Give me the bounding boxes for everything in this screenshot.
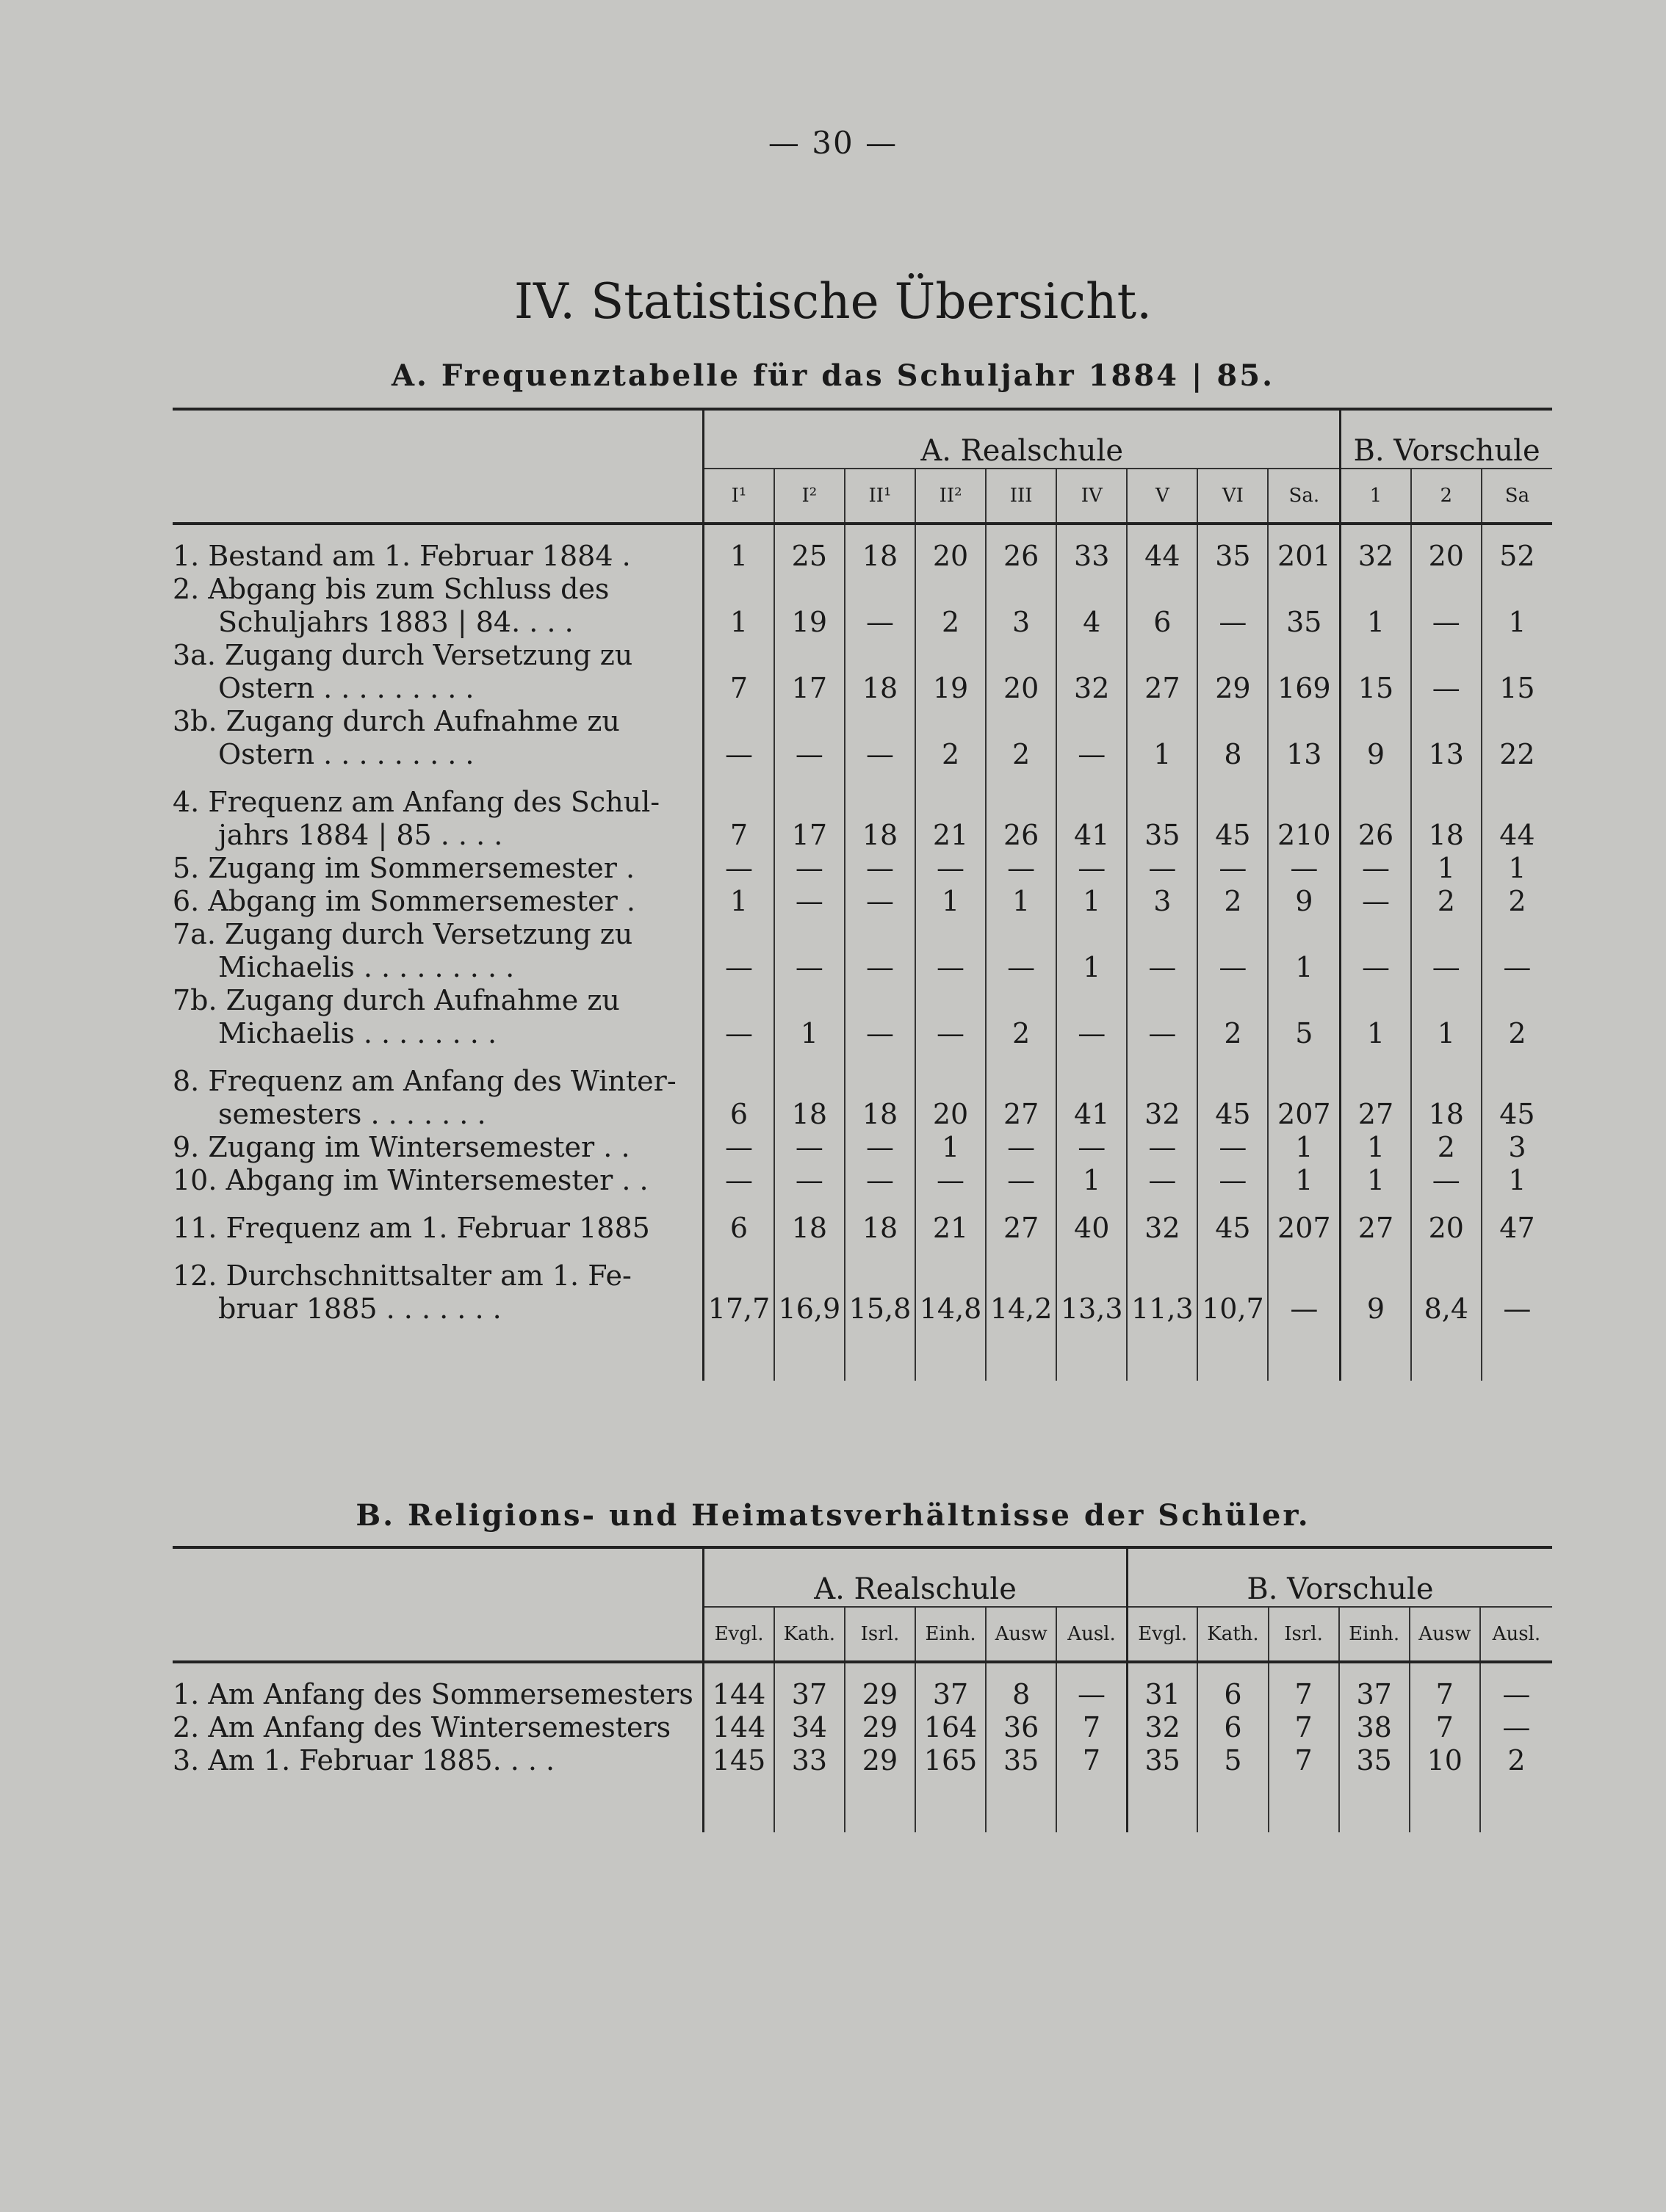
table-cell: —: [774, 705, 845, 771]
table-cell: 18: [774, 1065, 845, 1131]
row-label: [173, 639, 704, 705]
table-cell: 35: [986, 1744, 1056, 1777]
table-cell: —: [1197, 573, 1268, 639]
column-header: Kath.: [774, 1607, 845, 1662]
table-cell: —: [1127, 1131, 1197, 1164]
column-header: Evgl.: [704, 1607, 774, 1662]
table-cell: 10,7: [1197, 1259, 1268, 1326]
table-cell: 29: [845, 1711, 915, 1744]
table-cell: 7: [1269, 1711, 1339, 1744]
table-cell: 6: [704, 1212, 774, 1245]
row-label-line: 7b. Zugang durch Aufnahme zu: [173, 984, 620, 1016]
row-label-line: 1. Bestand am 1. Februar 1884 .: [173, 540, 631, 572]
table-cell: 165: [915, 1744, 986, 1777]
table-cell: 1: [1482, 573, 1552, 639]
table-cell: 1: [1268, 1131, 1340, 1164]
table-cell: 2: [986, 705, 1056, 771]
table-cell: —: [1127, 984, 1197, 1050]
table-cell: 1: [1056, 1164, 1127, 1197]
column-header: Kath.: [1197, 1607, 1268, 1662]
table-cell: 1: [915, 885, 986, 918]
column-header: II²: [915, 469, 986, 524]
table-cell: 6: [1197, 1678, 1268, 1711]
table-cell: 1: [1341, 1131, 1411, 1164]
table-cell: 32: [1127, 1212, 1197, 1245]
row-label: [173, 786, 704, 852]
table-cell: 27: [986, 1065, 1056, 1131]
table-cell: 201: [1268, 540, 1340, 573]
section-a-heading: A. Frequenztabelle für das Schuljahr 1884 | 85.: [392, 358, 1274, 393]
table-cell: —: [1482, 1259, 1552, 1326]
table-cell: 19: [915, 639, 986, 705]
table-cell: 20: [1411, 1212, 1482, 1245]
table-cell: 3: [986, 573, 1056, 639]
table-cell: —: [915, 852, 986, 885]
table-cell: 35: [1127, 786, 1197, 852]
page-number: — 30 —: [768, 125, 898, 161]
table-cell: —: [845, 1164, 915, 1197]
table-cell: —: [845, 1131, 915, 1164]
table-cell: 15: [1482, 639, 1552, 705]
table-cell: 7: [704, 639, 774, 705]
table-cell: 36: [986, 1711, 1056, 1744]
column-header: VI: [1197, 469, 1268, 524]
table-cell: 7: [1056, 1711, 1127, 1744]
table-cell: —: [774, 885, 845, 918]
column-header: 2: [1411, 469, 1482, 524]
table-cell: 18: [845, 639, 915, 705]
row-label: [173, 1065, 704, 1131]
table-cell: —: [704, 1131, 774, 1164]
column-header: I¹: [704, 469, 774, 524]
table-cell: 1: [1268, 1164, 1340, 1197]
table-row: [173, 1065, 1552, 1131]
row-label-line: jahrs 1884 | 85 . . . .: [218, 819, 503, 851]
table-cell: 7: [1269, 1744, 1339, 1777]
table-cell: 13,3: [1056, 1259, 1127, 1326]
row-label-line: 11. Frequenz am 1. Februar 1885: [173, 1212, 650, 1244]
table-cell: —: [1341, 852, 1411, 885]
table-row: [173, 705, 1552, 771]
table-cell: —: [845, 705, 915, 771]
table-cell: —: [704, 984, 774, 1050]
group-header-vorschule: B. Vorschule: [1127, 1547, 1552, 1607]
table-cell: 18: [845, 1065, 915, 1131]
column-header: Sa: [1482, 469, 1552, 524]
table-row: [173, 1259, 1552, 1326]
table-cell: —: [915, 918, 986, 984]
table-cell: 27: [986, 1212, 1056, 1245]
column-header: Sa.: [1268, 469, 1340, 524]
table-cell: 7: [1410, 1678, 1480, 1711]
table-cell: 33: [774, 1744, 845, 1777]
table-cell: 13: [1268, 705, 1340, 771]
table-cell: 35: [1339, 1744, 1410, 1777]
table-cell: —: [1127, 918, 1197, 984]
table-cell: 32: [1127, 1065, 1197, 1131]
table-cell: —: [1127, 1164, 1197, 1197]
table-cell: 6: [1197, 1711, 1268, 1744]
table-cell: 17: [774, 786, 845, 852]
table-cell: 52: [1482, 540, 1552, 573]
row-label: [173, 1259, 704, 1326]
table-cell: 7: [1269, 1678, 1339, 1711]
label-column-header: [173, 1547, 704, 1607]
table-cell: 29: [1197, 639, 1268, 705]
table-cell: 3: [1482, 1131, 1552, 1164]
table-cell: 37: [1339, 1678, 1410, 1711]
table-cell: —: [1197, 1164, 1268, 1197]
table-cell: 2: [1482, 885, 1552, 918]
table-cell: 1: [986, 885, 1056, 918]
table-cell: 3: [1127, 885, 1197, 918]
table-cell: 35: [1268, 573, 1340, 639]
table-cell: —: [1341, 885, 1411, 918]
column-header: Einh.: [1339, 1607, 1410, 1662]
table-cell: 5: [1268, 984, 1340, 1050]
table-cell: 45: [1482, 1065, 1552, 1131]
table-cell: —: [704, 705, 774, 771]
row-label: [173, 1678, 704, 1711]
row-label-line: 3b. Zugang durch Aufnahme zu: [173, 705, 620, 737]
row-label: [173, 1711, 704, 1744]
row-label: [173, 885, 704, 918]
row-label-line: Schuljahrs 1883 | 84. . . .: [218, 606, 574, 638]
table-cell: 6: [1127, 573, 1197, 639]
table-cell: 35: [1197, 540, 1268, 573]
table-cell: —: [845, 852, 915, 885]
row-label-line: 1. Am Anfang des Sommersemesters: [173, 1678, 693, 1710]
table-cell: —: [1197, 852, 1268, 885]
table-cell: 27: [1341, 1065, 1411, 1131]
table-cell: 29: [845, 1678, 915, 1711]
table-cell: 5: [1197, 1744, 1268, 1777]
table-cell: —: [845, 885, 915, 918]
column-header: Ausl.: [1056, 1607, 1127, 1662]
table-cell: 9: [1268, 885, 1340, 918]
table-cell: 26: [1341, 786, 1411, 852]
table-cell: 9: [1341, 1259, 1411, 1326]
column-header: II¹: [845, 469, 915, 524]
table-cell: 44: [1127, 540, 1197, 573]
column-header: Isrl.: [1269, 1607, 1339, 1662]
row-label-line: Michaelis . . . . . . . . .: [218, 951, 515, 983]
table-cell: 2: [1480, 1744, 1552, 1777]
table-cell: 1: [1056, 918, 1127, 984]
column-header: Einh.: [915, 1607, 986, 1662]
table-cell: 2: [915, 705, 986, 771]
column-header: 1: [1341, 469, 1411, 524]
column-header: Ausl.: [1480, 1607, 1552, 1662]
table-cell: 210: [1268, 786, 1340, 852]
table-cell: 2: [1482, 984, 1552, 1050]
table-cell: —: [1127, 852, 1197, 885]
table-cell: 29: [845, 1744, 915, 1777]
column-header: IV: [1056, 469, 1127, 524]
table-cell: 18: [845, 1212, 915, 1245]
row-label-line: 2. Am Anfang des Wintersemesters: [173, 1711, 671, 1743]
table-cell: 19: [774, 573, 845, 639]
row-label-line: semesters . . . . . . .: [218, 1098, 486, 1130]
table-row: [173, 1711, 1552, 1744]
table-cell: 2: [1197, 984, 1268, 1050]
table-cell: —: [1056, 984, 1127, 1050]
table-cell: —: [1268, 852, 1340, 885]
column-header: Ausw: [1410, 1607, 1480, 1662]
row-label: [173, 1164, 704, 1197]
table-cell: 145: [704, 1744, 774, 1777]
table-cell: 1: [1482, 1164, 1552, 1197]
table-row: [173, 1212, 1552, 1245]
table-cell: 31: [1127, 1678, 1197, 1711]
table-cell: —: [986, 1131, 1056, 1164]
row-label: [173, 573, 704, 639]
row-label: [173, 705, 704, 771]
table-cell: 44: [1482, 786, 1552, 852]
table-cell: 1: [1341, 573, 1411, 639]
table-cell: 2: [986, 984, 1056, 1050]
row-label: [173, 1744, 704, 1777]
table-cell: —: [1197, 1131, 1268, 1164]
page-title: IV. Statistische Übersicht.: [513, 273, 1153, 330]
table-cell: 7: [1056, 1744, 1127, 1777]
table-cell: —: [1411, 918, 1482, 984]
table-cell: —: [774, 852, 845, 885]
table-cell: 14,2: [986, 1259, 1056, 1326]
table-cell: 2: [1197, 885, 1268, 918]
table-cell: 15: [1341, 639, 1411, 705]
row-label-line: 3. Am 1. Februar 1885. . . .: [173, 1744, 555, 1777]
table-cell: —: [1480, 1678, 1552, 1711]
table-cell: 1: [704, 540, 774, 573]
column-header: III: [986, 469, 1056, 524]
table-cell: 2: [915, 573, 986, 639]
table-row: [173, 984, 1552, 1050]
row-label: [173, 1131, 704, 1164]
table-cell: 40: [1056, 1212, 1127, 1245]
table-cell: 9: [1341, 705, 1411, 771]
label-column-header: [173, 409, 704, 469]
table-cell: 11,3: [1127, 1259, 1197, 1326]
table-cell: 27: [1127, 639, 1197, 705]
table-cell: 2: [1411, 1131, 1482, 1164]
table-cell: 16,9: [774, 1259, 845, 1326]
row-label: [173, 540, 704, 573]
column-header: Evgl.: [1127, 1607, 1197, 1662]
table-cell: —: [1056, 1131, 1127, 1164]
table-cell: —: [1056, 1678, 1127, 1711]
table-cell: 20: [1411, 540, 1482, 573]
table-cell: 33: [1056, 540, 1127, 573]
table-cell: 17: [774, 639, 845, 705]
table-cell: 164: [915, 1711, 986, 1744]
table-cell: 32: [1341, 540, 1411, 573]
group-header-realschule: A. Realschule: [704, 409, 1341, 469]
row-label-line: 4. Frequenz am Anfang des Schul-: [173, 786, 660, 818]
row-label-line: 8. Frequenz am Anfang des Winter-: [173, 1065, 677, 1097]
table-row: [173, 639, 1552, 705]
table-row: [173, 540, 1552, 573]
table-cell: 18: [1411, 786, 1482, 852]
row-label-line: 10. Abgang im Wintersemester . .: [173, 1164, 649, 1196]
table-cell: 1: [1056, 885, 1127, 918]
table-cell: 45: [1197, 786, 1268, 852]
row-label-line: bruar 1885 . . . . . . .: [218, 1293, 502, 1325]
row-label-line: Ostern . . . . . . . . .: [218, 672, 475, 704]
table-cell: 1: [704, 885, 774, 918]
table-row: [173, 1678, 1552, 1711]
religion-table: [173, 1546, 1552, 1832]
table-cell: 26: [986, 786, 1056, 852]
row-label: [173, 918, 704, 984]
table-cell: 8,4: [1411, 1259, 1482, 1326]
table-cell: —: [1268, 1259, 1340, 1326]
row-label-line: 2. Abgang bis zum Schluss des: [173, 573, 610, 605]
table-cell: 45: [1197, 1065, 1268, 1131]
table-cell: 8: [986, 1678, 1056, 1711]
table-cell: —: [845, 984, 915, 1050]
table-row: [173, 885, 1552, 918]
table-cell: —: [704, 1164, 774, 1197]
table-cell: 4: [1056, 573, 1127, 639]
table-cell: 2: [1411, 885, 1482, 918]
table-row: [173, 1131, 1552, 1164]
table-cell: —: [986, 1164, 1056, 1197]
table-cell: 21: [915, 1212, 986, 1245]
column-header: I²: [774, 469, 845, 524]
table-cell: 32: [1056, 639, 1127, 705]
row-label-line: 6. Abgang im Sommersemester .: [173, 885, 635, 917]
column-header: Ausw: [986, 1607, 1056, 1662]
table-cell: 20: [986, 639, 1056, 705]
table-cell: 37: [915, 1678, 986, 1711]
table-cell: —: [774, 918, 845, 984]
row-label-line: 5. Zugang im Sommersemester .: [173, 852, 635, 884]
group-header-vorschule: B. Vorschule: [1341, 409, 1552, 469]
table-cell: —: [845, 573, 915, 639]
table-cell: 18: [1411, 1065, 1482, 1131]
table-cell: 25: [774, 540, 845, 573]
group-header-realschule: A. Realschule: [704, 1547, 1128, 1607]
table-cell: 1: [1268, 918, 1340, 984]
column-header: V: [1127, 469, 1197, 524]
table-cell: 41: [1056, 1065, 1127, 1131]
table-cell: 21: [915, 786, 986, 852]
table-cell: 41: [1056, 786, 1127, 852]
table-cell: 10: [1410, 1744, 1480, 1777]
row-label-line: 9. Zugang im Wintersemester . .: [173, 1131, 630, 1163]
table-row: [173, 573, 1552, 639]
table-cell: 8: [1197, 705, 1268, 771]
table-cell: 1: [704, 573, 774, 639]
table-cell: —: [915, 984, 986, 1050]
table-row: [173, 1744, 1552, 1777]
table-cell: 14,8: [915, 1259, 986, 1326]
table-cell: —: [986, 852, 1056, 885]
table-cell: 20: [915, 540, 986, 573]
table-cell: —: [986, 918, 1056, 984]
table-cell: 1: [1341, 1164, 1411, 1197]
table-cell: 207: [1268, 1212, 1340, 1245]
table-cell: —: [1341, 918, 1411, 984]
table-cell: 18: [845, 540, 915, 573]
table-row: [173, 786, 1552, 852]
table-cell: 1: [1341, 984, 1411, 1050]
table-cell: 34: [774, 1711, 845, 1744]
table-cell: 144: [704, 1711, 774, 1744]
table-cell: 37: [774, 1678, 845, 1711]
table-row: [173, 1164, 1552, 1197]
table-cell: 7: [704, 786, 774, 852]
table-cell: 27: [1341, 1212, 1411, 1245]
table-cell: 22: [1482, 705, 1552, 771]
table-cell: —: [845, 918, 915, 984]
table-cell: 18: [774, 1212, 845, 1245]
table-cell: —: [774, 1131, 845, 1164]
table-cell: —: [915, 1164, 986, 1197]
table-cell: 15,8: [845, 1259, 915, 1326]
table-cell: —: [774, 1164, 845, 1197]
table-cell: 18: [845, 786, 915, 852]
table-cell: 26: [986, 540, 1056, 573]
table-cell: —: [1480, 1711, 1552, 1744]
row-label-line: 12. Durchschnittsalter am 1. Fe-: [173, 1259, 632, 1292]
table-cell: 1: [1482, 852, 1552, 885]
row-label-line: 3a. Zugang durch Versetzung zu: [173, 639, 633, 671]
table-cell: 45: [1197, 1212, 1268, 1245]
table-cell: 13: [1411, 705, 1482, 771]
table-cell: —: [1411, 1164, 1482, 1197]
table-cell: 38: [1339, 1711, 1410, 1744]
section-b-heading: B. Religions- und Heimatsverhältnisse der Schüler.: [356, 1498, 1310, 1533]
table-row: [173, 918, 1552, 984]
table-cell: 47: [1482, 1212, 1552, 1245]
table-cell: 35: [1127, 1744, 1197, 1777]
table-cell: 207: [1268, 1065, 1340, 1131]
row-label-line: Michaelis . . . . . . . .: [218, 1017, 497, 1049]
table-cell: 17,7: [704, 1259, 774, 1326]
table-cell: —: [1411, 573, 1482, 639]
table-row: [173, 852, 1552, 885]
table-cell: 1: [915, 1131, 986, 1164]
row-label-line: 7a. Zugang durch Versetzung zu: [173, 918, 633, 950]
table-cell: 6: [704, 1065, 774, 1131]
table-cell: —: [1482, 918, 1552, 984]
row-label: [173, 1212, 704, 1245]
table-cell: 144: [704, 1678, 774, 1711]
table-cell: —: [704, 852, 774, 885]
frequency-table: [173, 408, 1552, 1381]
table-cell: —: [704, 918, 774, 984]
table-cell: —: [1056, 852, 1127, 885]
table-cell: 7: [1410, 1711, 1480, 1744]
table-cell: 1: [1127, 705, 1197, 771]
row-label: [173, 852, 704, 885]
table-cell: 1: [1411, 984, 1482, 1050]
table-cell: 32: [1127, 1711, 1197, 1744]
row-label: [173, 984, 704, 1050]
table-cell: 1: [1411, 852, 1482, 885]
table-cell: 20: [915, 1065, 986, 1131]
table-cell: —: [1197, 918, 1268, 984]
table-cell: 169: [1268, 639, 1340, 705]
table-cell: 1: [774, 984, 845, 1050]
row-label-line: Ostern . . . . . . . . .: [218, 738, 475, 770]
table-cell: —: [1411, 639, 1482, 705]
table-cell: —: [1056, 705, 1127, 771]
column-header: Isrl.: [845, 1607, 915, 1662]
